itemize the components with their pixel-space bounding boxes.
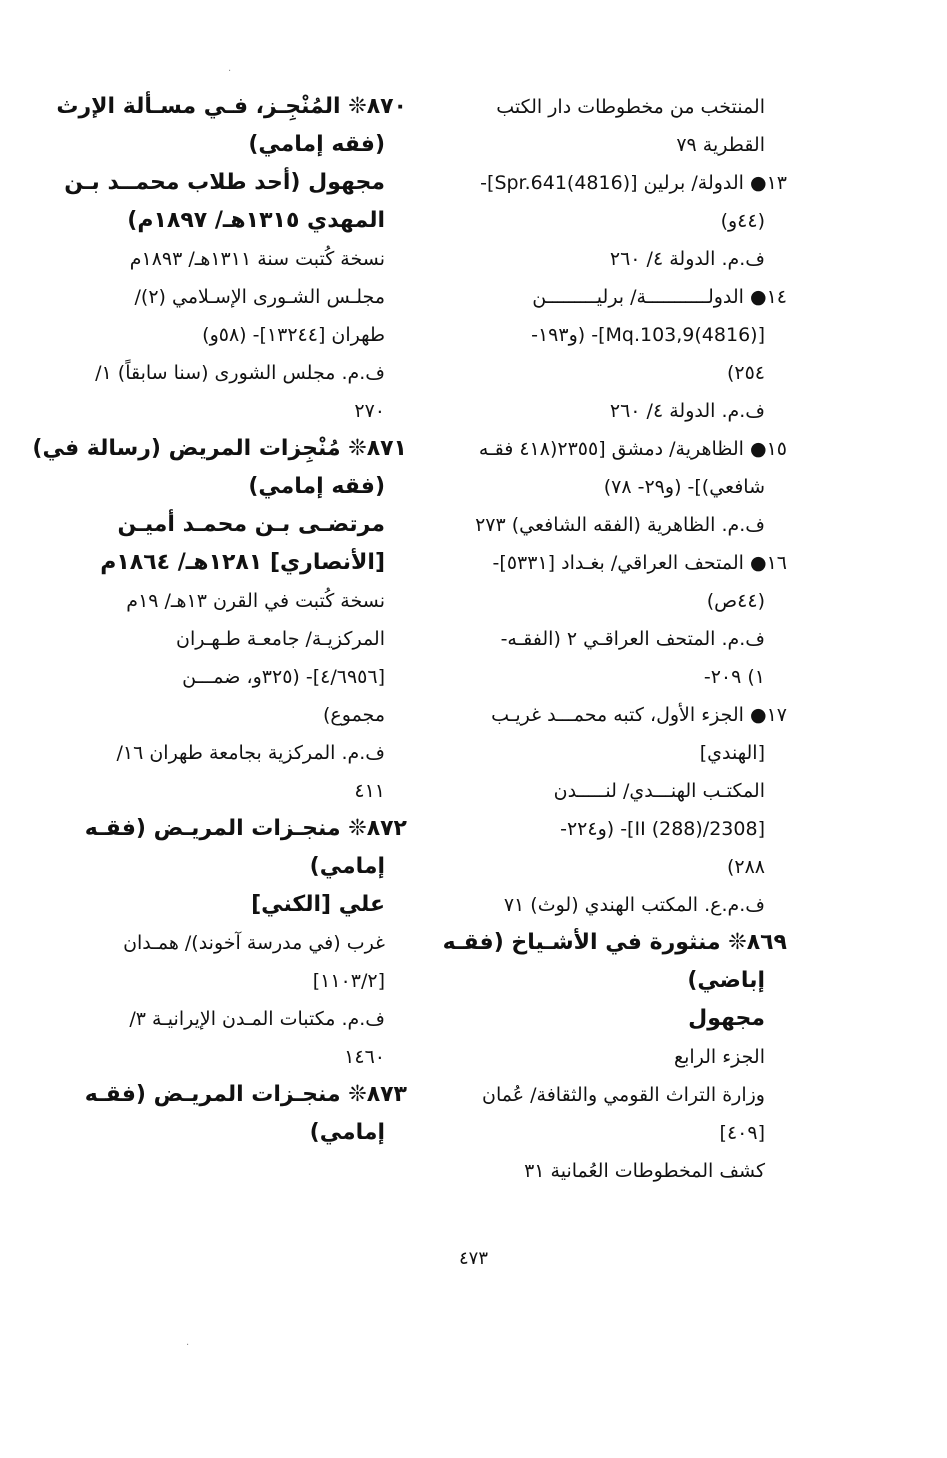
entry-text-line: (٤٤و)	[720, 210, 765, 232]
entry-heading-line: إمامي)	[309, 854, 385, 879]
entry-text-line: ٢٨٨)	[726, 856, 765, 878]
entry-text-line: ١) ٢٠٩-	[703, 666, 765, 688]
entry-heading-line: علي [الكني]	[251, 892, 385, 917]
entry-heading-line: مجهول (أحد طلاب محمــد بـن	[64, 170, 385, 195]
entry-text-line: ٤١١	[354, 780, 385, 802]
entry-text-line: [الهندي]	[699, 742, 765, 764]
left-column	[32, 88, 407, 1152]
entry-text-line: ١٥● الظاهرية/ دمشق [٢٣٥٥(٤١٨ فقـه	[478, 438, 787, 460]
scan-speck: ·	[228, 66, 232, 77]
entry-text-line: [٤/٦٩٥٦]- (٣٢٥و، ضمـــن	[182, 666, 385, 688]
entry-heading-line: إمامي)	[309, 1120, 385, 1145]
entry-heading-line: ٨٧٠❊ المُنْجِـز، فـي مسـألة الإرث	[56, 94, 407, 119]
entry-text-line: المركزيـة/ جامعـة طـهـران	[176, 628, 385, 650]
entry-text-line: [2308/II (288)]- (و٢٢٤-	[560, 818, 765, 840]
entry-text-line: ف.م. مكتبات المـدن الإيرانيـة ٣/	[129, 1008, 385, 1030]
entry-text-line: غرب (في مدرسة آخوند)/ همـدان	[123, 932, 385, 954]
entry-heading-line: مجهول	[688, 1006, 765, 1031]
entry-text-line: [٤٠٩]	[719, 1122, 765, 1144]
entry-text-line: مجلـس الشـورى الإسـلامي (٢)/	[134, 286, 385, 308]
entry-text-line: ف.م.ع. المكتب الهندي (لوث) ٧١	[503, 894, 765, 916]
entry-text-line: ف.م. الظاهرية (الفقه الشافعي) ٢٧٣	[475, 514, 765, 536]
entry-text-line: ف.م. مجلس الشورى (سنا سابقاً) ١/	[95, 362, 385, 384]
entry-heading-line: ٨٧٣❊ منجـزات المريـض (فقـه	[84, 1082, 407, 1107]
entry-text-line: ٢٧٠	[354, 400, 385, 422]
entry-heading-line: (فقه إمامي)	[248, 132, 385, 157]
entry-text-line: ف.م. الدولة ٤/ ٢٦٠	[609, 248, 765, 270]
entry-text-line: وزارة التراث القومي والثقافة/ عُمان	[482, 1084, 765, 1106]
entry-heading-line: [الأنصاري] ١٢٨١هـ/ ١٨٦٤م	[100, 550, 385, 575]
entry-text-line: ف.م. المركزية بجامعة طهران ١٦/	[116, 742, 385, 764]
entry-text-line: ١٦● المتحف العراقي/ بغـداد [٥٣٣١]-	[492, 552, 787, 574]
entry-text-line: نسخة كُتبت سنة ١٣١١هـ/ ١٨٩٣م	[129, 248, 385, 270]
entry-text-line: نسخة كُتبت في القرن ١٣هـ/ ١٩م	[126, 590, 385, 612]
entry-heading-line: ٨٦٩❊ منثورة في الأشـياخ (فقـه	[442, 930, 787, 955]
entry-text-line: المكتـب الهنـــدي/ لنـــــدن	[553, 780, 765, 802]
entry-heading-line: مرتضـى بـن محمـد أميـن	[117, 512, 385, 537]
page-number: ٤٧٣	[458, 1248, 488, 1269]
entry-heading-line: ٨٧٢❊ منجـزات المريـض (فقـه	[84, 816, 407, 841]
entry-text-line: كشف المخطوطات العُمانية ٣١	[524, 1160, 765, 1182]
entry-text-line: [Mq.103,9(4816)]- (و١٩٣-	[531, 324, 765, 346]
entry-text-line: ١٤● الدولـــــــــــة/ برليـــــــــن	[532, 286, 787, 308]
entry-text-line: القطرية ٧٩	[676, 134, 765, 156]
entry-heading-line: (فقه إمامي)	[248, 474, 385, 499]
entry-text-line: ف.م. الدولة ٤/ ٢٦٠	[609, 400, 765, 422]
entry-text-line: مجموع)	[323, 704, 385, 726]
entry-text-line: ٢٥٤)	[726, 362, 765, 384]
entry-text-line: ١٧● الجزء الأول، كتبه محمـــد غريـب	[491, 704, 787, 726]
entry-text-line: شافعي)]- (و٢٩- ٧٨)	[603, 476, 765, 498]
scan-speck: ·	[186, 1340, 190, 1351]
entry-text-line: ١٤٦٠	[344, 1046, 385, 1068]
entry-text-line: ف.م. المتحف العراقـي ٢ (الفقـه-	[500, 628, 765, 650]
right-column	[442, 88, 787, 1190]
entry-heading-line: المهدي ١٣١٥هـ/ ١٨٩٧م)	[127, 208, 385, 233]
entry-text-line: طهران [١٣٢٤٤]- (٥٨و)	[202, 324, 385, 346]
entry-text-line: (٤٤ص)	[706, 590, 765, 612]
entry-text-line: الجزء الرابع	[673, 1046, 765, 1068]
entry-heading-line: إباضي)	[687, 968, 765, 993]
entry-text-line: المنتخب من مخطوطات دار الكتب	[496, 96, 765, 118]
entry-text-line: [١١٠٣/٢]	[312, 970, 385, 992]
entry-heading-line: ٨٧١❊ مُنْجِزات المريض (رسالة في)	[32, 436, 407, 461]
entry-text-line: ١٣● الدولة/ برلين [Spr.641(4816)]-	[480, 172, 787, 194]
